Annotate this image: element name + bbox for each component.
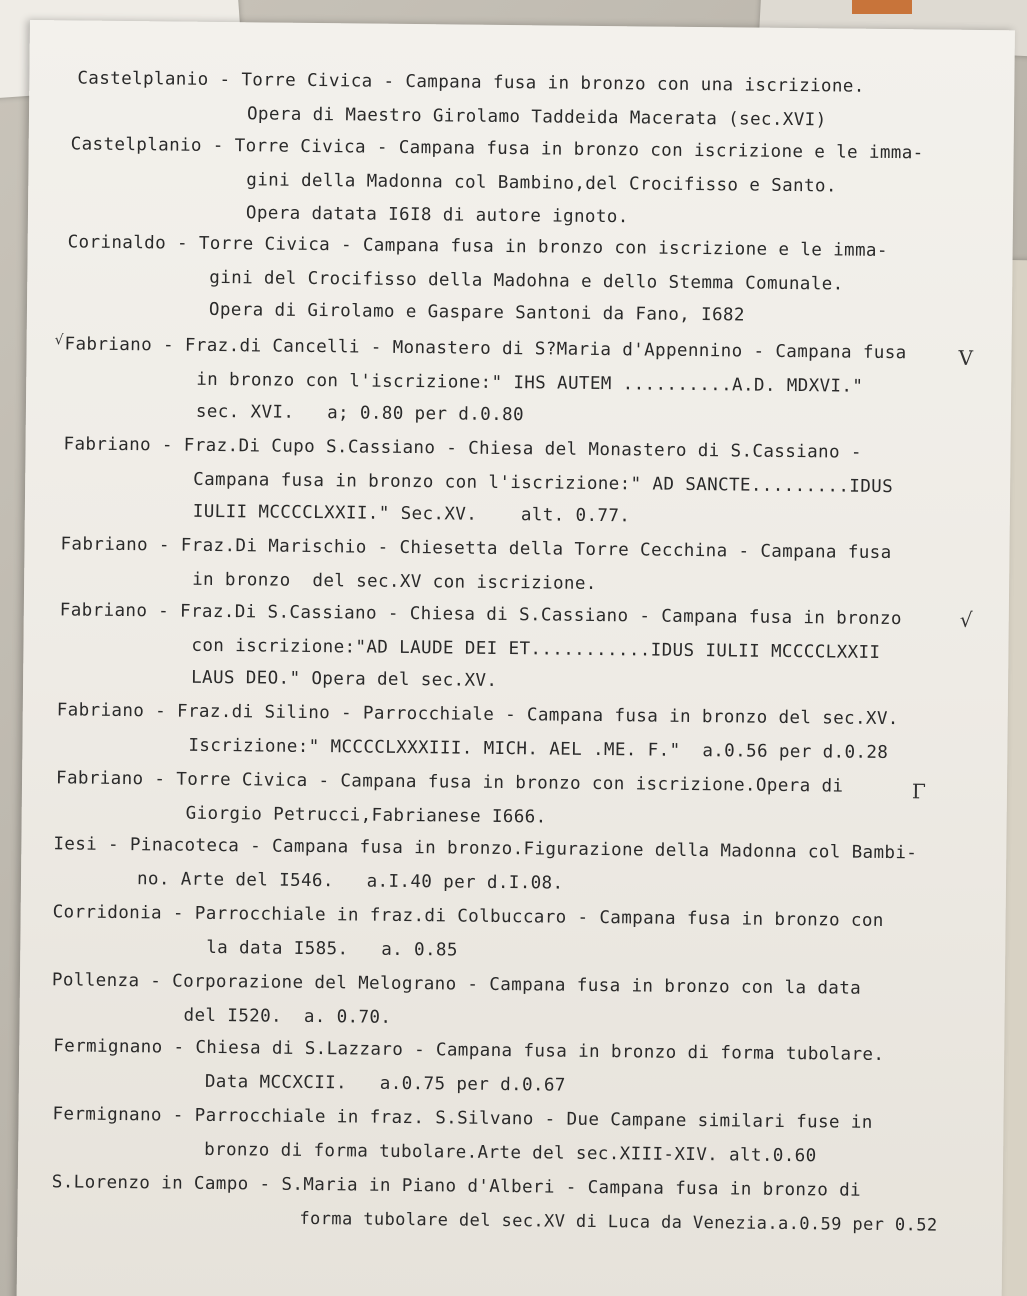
check-mark-icon: √	[959, 607, 973, 632]
text-line: gini della Madonna col Bambino,del Crocifisso e Santo.	[246, 170, 837, 197]
text-line: Fabriano - Fraz.Di Marischio - Chiesetta della Torre Cecchina - Campana fusa	[60, 534, 892, 564]
text-line: IULII MCCCCLXXII." Sec.XV. alt. 0.77.	[192, 501, 631, 527]
text-line: forma tubolare del sec.XV di Luca da Venezia.a.0.59 per 0.52	[299, 1208, 938, 1236]
text-line: Campana fusa in bronzo con l'iscrizione:" AD SANCTE.........IDUS	[193, 469, 894, 498]
text-line: in bronzo con l'iscrizione:" IHS AUTEM ..........A.D. MDXVI."	[196, 369, 864, 397]
text-line: S.Lorenzo in Campo - S.Maria in Piano d'Alberi - Campana fusa in bronzo di	[51, 1172, 862, 1201]
text-line: Corridonia - Parrocchiale in fraz.di Colbuccaro - Campana fusa in bronzo con	[52, 902, 884, 931]
text-line: gini del Crocifisso della Madohna e dello Stemma Comunale.	[209, 267, 844, 295]
text-line: Corinaldo - Torre Civica - Campana fusa in bronzo con iscrizione e le imma-	[67, 232, 888, 261]
text-line: Castelplanio - Torre Civica - Campana fusa in bronzo con una iscrizione.	[77, 68, 865, 97]
text-line: del I520. a. 0.70.	[183, 1005, 392, 1028]
text-line: Giorgio Petrucci,Fabrianese I666.	[185, 803, 547, 828]
check-mark-icon: √	[54, 332, 64, 349]
text-line: Opera datata I6I8 di autore ignoto.	[245, 203, 629, 228]
text-line: Castelplanio - Torre Civica - Campana fusa in bronzo con iscrizione e le imma-	[70, 134, 924, 164]
text-line: Opera di Maestro Girolamo Taddeida Macerata (sec.XVI)	[246, 104, 827, 131]
text-line: Pollenza - Corporazione del Melograno - Campana fusa in bronzo con la data	[51, 970, 862, 999]
check-mark-icon: V	[958, 345, 974, 370]
text-line: Fermignano - Chiesa di S.Lazzaro - Campana fusa in bronzo di forma tubolare.	[53, 1036, 885, 1066]
text-line: sec. XVI. a; 0.80 per d.0.80	[195, 401, 525, 426]
text-line: bronzo di forma tubolare.Arte del sec.XIII-XIV. alt.0.60	[204, 1139, 817, 1167]
text-line: Iesi - Pinacoteca - Campana fusa in bronzo.Figurazione della Madonna col Bambi-	[53, 834, 918, 864]
text-line: con iscrizione:"AD LAUDE DEI ET...........IDUS IULII MCCCCLXXII	[191, 635, 881, 663]
text-line: Fabriano - Fraz.di Silino - Parrocchiale - Campana fusa in bronzo del sec.XV.	[56, 700, 899, 730]
typed-document-page	[16, 20, 1015, 1296]
text-line: no. Arte del I546. a.I.40 per d.I.08.	[136, 869, 564, 894]
text-line: Fermignano - Parrocchiale in fraz. S.Silvano - Due Campane similari fuse in	[52, 1104, 873, 1133]
text-line: Fabriano - Torre Civica - Campana fusa in bronzo con iscrizione.Opera di	[55, 768, 844, 797]
text-line: in bronzo del sec.XV con iscrizione.	[192, 569, 597, 594]
text-line: LAUS DEO." Opera del sec.XV.	[191, 667, 498, 691]
text-line: Fabriano - Fraz.Di Cupo S.Cassiano - Chiesa del Monastero di S.Cassiano -	[63, 434, 862, 463]
text-line: Opera di Girolamo e Gaspare Santoni da Fano, I682	[208, 299, 745, 326]
text-line: Iscrizione:" MCCCCLXXXIII. MICH. AEL .ME. F." a.0.56 per d.0.28	[188, 735, 889, 764]
text-line: Data MCCXCII. a.0.75 per d.0.67	[204, 1071, 566, 1096]
text-line: Fabriano - Fraz.Di S.Cassiano - Chiesa di S.Cassiano - Campana fusa in bronzo	[59, 600, 902, 630]
text-line: la data I585. a. 0.85	[206, 937, 458, 961]
orange-folder-edge	[852, 0, 912, 14]
check-mark-icon: Γ	[911, 779, 926, 804]
text-line: Fabriano - Fraz.di Cancelli - Monastero di S?Maria d'Appennino - Campana fusa	[64, 334, 907, 364]
